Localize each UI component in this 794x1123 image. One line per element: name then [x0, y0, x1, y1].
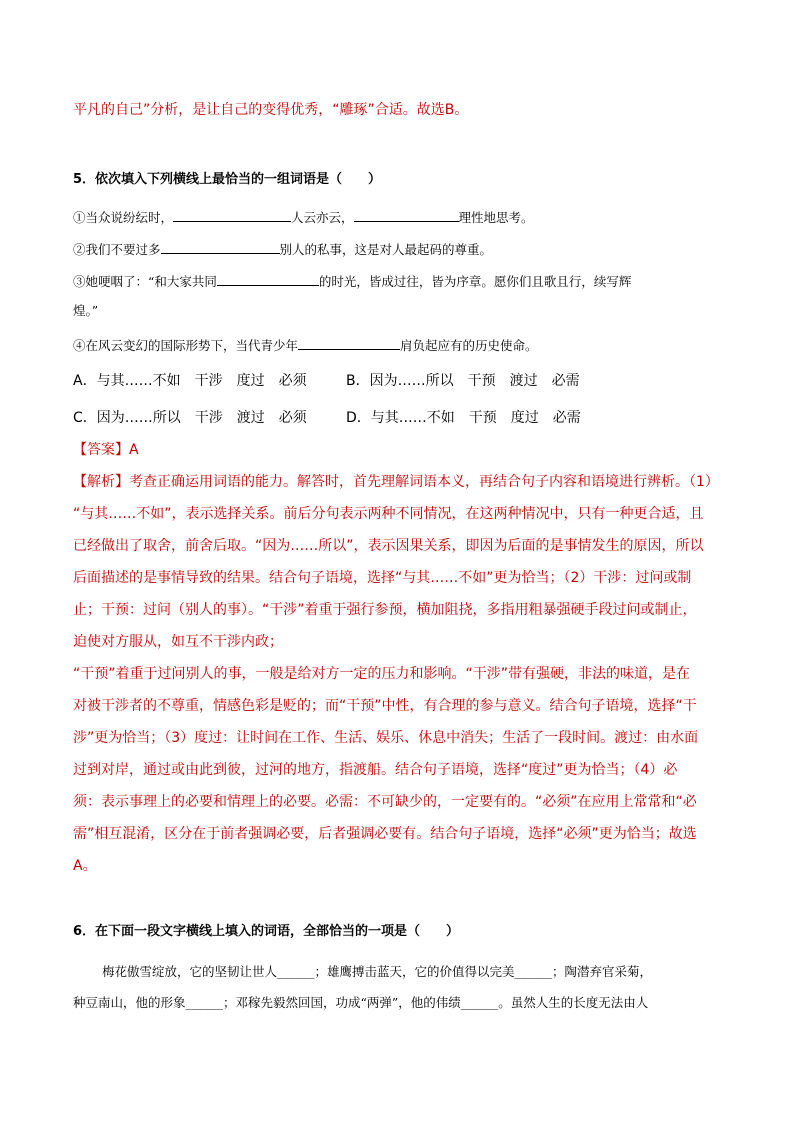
analysis-line: 过到对岸，通过或由此到彼，过河的地方，指渡船。结合句子语境，选择“度过”更为恰当；（4）必	[73, 762, 678, 778]
analysis-text: 考查正确运用词语的能力。解答时，首先理解词语本义，再结合句子内容和语境进行辨析。（1）	[129, 474, 719, 490]
q5-item-3-after: 的时光，皆成过往，皆为序章。愿你们且歌且行，续写辉	[318, 274, 632, 289]
option-b: B．因为……所以 干预 渡过 必需	[346, 373, 580, 389]
analysis-line: A。	[73, 858, 97, 874]
q5-item-3-before: ③她哽咽了：“和大家共同	[73, 274, 217, 289]
option-a: A．与其……不如 干涉 度过 必须	[73, 373, 307, 389]
q6-paragraph-line-2: 种豆南山，他的形象______；邓稼先毅然回国，功成“两弹”，他的伟绩______。虽然人生的长度无法由人	[73, 995, 649, 1010]
blank-line	[161, 241, 280, 254]
previous-answer-tail: 平凡的自己”分析，是让自己的变得优秀，“雕琢”合适。故选B。	[73, 102, 469, 118]
question-6-stem: 6．在下面一段文字横线上填入的词语，全部恰当的一项是（ ）	[73, 924, 460, 939]
blank-line	[354, 209, 459, 222]
q5-item-2-after: 别人的私事，这是对人最起码的尊重。	[279, 242, 493, 257]
question-5-stem: 5．依次填入下列横线上最恰当的一组词语是（ ）	[73, 172, 382, 187]
analysis-line: 需”相互混淆，区分在于前者强调必要，后者强调必要有。结合句子语境，选择“必须”更为恰当；故选	[73, 826, 697, 842]
analysis-line: 须：表示事理上的必要和情理上的必要。必需：不可缺少的，一定要有的。“必须”在应用上常常和“必	[73, 794, 697, 810]
q5-item-2	[73, 241, 492, 257]
answer-value: A	[129, 442, 139, 458]
q5-item-2-before: ②我们不要过多	[73, 242, 161, 257]
blank-line	[173, 209, 291, 222]
q5-item-3-line-2: 煌。”	[73, 303, 99, 318]
answer-line	[73, 443, 139, 457]
analysis-line: 止；干预：过问（别人的事）。“干涉”着重于强行参预，横加阻挠，多指用粗暴强硬手段过问或制止，	[73, 602, 697, 618]
q5-item-3-line-1	[73, 273, 631, 289]
q6-paragraph-line-1: 梅花傲雪绽放，它的坚韧让世人______；雄鹰搏击蓝天，它的价值得以完美______；陶潜弃官采菊，	[102, 964, 653, 979]
blank-line	[217, 273, 319, 286]
analysis-line: 对被干涉者的不尊重，情感色彩是贬的；而“干预”中性，有合理的参与意义。结合句子语境，选择“干	[73, 698, 697, 714]
q5-item-4	[73, 337, 538, 353]
q5-item-4-before: ④在风云变幻的国际形势下，当代青少年	[73, 338, 299, 353]
q5-item-4-after: 肩负起应有的历史使命。	[400, 338, 538, 353]
q5-item-1-after: 理性地思考。	[458, 210, 534, 225]
analysis-line	[73, 475, 719, 489]
analysis-line: 后面描述的是事情导致的结果。结合句子语境，选择“与其……不如”更为恰当；（2）干涉：过问或制	[73, 570, 692, 586]
analysis-tag: 【解析】	[73, 474, 129, 490]
option-d: D．与其……不如 干预 度过 必需	[346, 410, 581, 426]
analysis-line: 迫使对方服从，如互不干涉内政；	[73, 634, 283, 650]
analysis-line: “干预”着重于过问别人的事，一般是给对方一定的压力和影响。“干涉”带有强硬，非法的味道，是在	[73, 666, 691, 682]
analysis-line: 涉”更为恰当；（3）度过：让时间在工作、生活、娱乐、休息中消失；生活了一段时间。渡过：由水面	[73, 730, 699, 746]
blank-line	[298, 337, 400, 350]
analysis-line: “与其……不如”，表示选择关系。前后分句表示两种不同情况，在这两种情况中，只有一种更合适，且	[73, 506, 704, 522]
q5-item-1-before: ①当众说纷纭时，	[73, 210, 174, 225]
option-c: C．因为……所以 干涉 渡过 必须	[73, 410, 307, 426]
q5-item-1	[73, 209, 534, 225]
answer-tag: 【答案】	[73, 442, 129, 458]
q5-item-1-mid: 人云亦云，	[291, 210, 354, 225]
analysis-line: 已经做出了取舍，前舍后取。“因为……所以”，表示因果关系，即因为后面的是事情发生的原因，所以	[73, 538, 704, 554]
